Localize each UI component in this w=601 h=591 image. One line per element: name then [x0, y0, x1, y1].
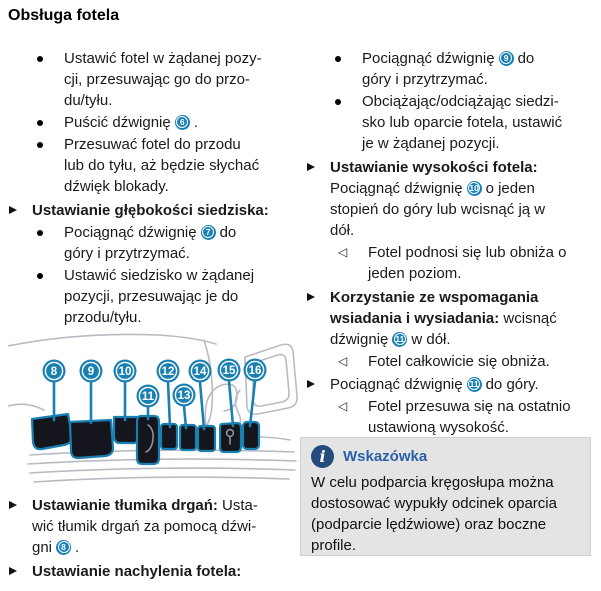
section-heading	[8, 200, 300, 221]
left-column	[8, 44, 300, 582]
section-heading	[306, 157, 598, 241]
text-line: ◁ Fotel przesuwa się na ostatnio	[368, 398, 571, 415]
text-line: dół.	[330, 222, 355, 239]
text-line: Pociągnąć dźwignię 9 do	[362, 50, 535, 67]
svg-text:8: 8	[50, 366, 58, 378]
text-line: Pociągnąć dźwignię 11 do góry.	[330, 376, 539, 393]
callout-badge-11: 11	[392, 332, 407, 347]
text-line: (podparcie lędźwiowe) oraz boczne	[311, 516, 547, 533]
text-line: dostosować wypukły odcinek oparcia	[311, 495, 557, 512]
svg-text:11: 11	[141, 391, 155, 403]
callout-9	[80, 360, 103, 383]
callout-14	[189, 360, 212, 383]
callout-12	[157, 360, 180, 383]
text-line: ◁ Fotel podnosi się lub obniża o	[368, 244, 567, 261]
heading-text: Ustawianie nachylenia fotela:	[32, 563, 242, 580]
text-line: lub do tyłu, aż będzie słychać	[64, 157, 260, 174]
callout-badge-11: 11	[467, 377, 482, 392]
callout-badge-6: 6	[175, 115, 190, 130]
text-line: sko lub oparcie fotela, ustawić	[362, 114, 563, 131]
svg-text:9: 9	[87, 366, 95, 378]
text-line: wsiadania i wysiadania: wcisnąć	[330, 310, 557, 327]
svg-text:16: 16	[248, 365, 262, 377]
text-line: góry i przytrzymać.	[64, 245, 190, 262]
text-line: ustawioną wysokość.	[368, 419, 509, 436]
list-item	[8, 134, 300, 197]
hint-box	[300, 437, 591, 556]
callout-11	[137, 385, 160, 408]
hint-title: Wskazówka	[343, 448, 428, 465]
text-line: Pociągnąć dźwignię 7 do	[64, 224, 237, 241]
list-item	[8, 265, 300, 328]
result-item	[306, 351, 598, 372]
seat-controls-drawing	[8, 330, 308, 492]
callout-13	[173, 384, 196, 407]
seat-controls-illustration	[8, 330, 308, 492]
text-line: Puścić dźwignię 6 .	[64, 114, 198, 131]
callout-15	[218, 359, 241, 382]
list-item	[306, 91, 598, 154]
text-line: je w żądanej pozycji.	[362, 135, 500, 152]
callout-10	[114, 360, 137, 383]
text-line: wić tłumik drgań za pomocą dźwi-	[32, 518, 257, 535]
text-line: Ustawić siedzisko w żądanej	[64, 267, 255, 284]
callout-badge-7: 7	[201, 225, 216, 240]
button-13	[180, 425, 196, 450]
action-item	[306, 374, 598, 395]
svg-text:15: 15	[222, 365, 236, 377]
text-line: przodu/tyłu.	[64, 309, 142, 326]
heading-text: Korzystanie ze wspomagania	[330, 289, 539, 306]
result-item	[306, 396, 598, 438]
button-14	[198, 426, 215, 451]
section-heading	[8, 495, 300, 558]
text-line: Ustawić fotel w żądanej pozy-	[64, 50, 262, 67]
heading-text: Ustawianie wysokości fotela:	[330, 159, 538, 176]
handle-11	[137, 416, 159, 464]
text-line: Pociągnąć dźwignię 10 o jeden	[330, 180, 535, 197]
list-item	[8, 48, 300, 111]
section-heading	[306, 287, 598, 350]
text-line: góry i przytrzymać.	[362, 71, 488, 88]
callout-badge-10: 10	[467, 181, 482, 196]
lever-10	[114, 417, 138, 443]
right-column	[306, 44, 598, 438]
info-icon: i	[311, 445, 334, 468]
text-line: Przesuwać fotel do przodu	[64, 136, 241, 153]
lever-9	[70, 420, 113, 458]
text-line: cji, przesuwając go do przo-	[64, 71, 250, 88]
svg-text:12: 12	[161, 366, 175, 378]
svg-text:14: 14	[193, 366, 207, 378]
seat-control-levers	[32, 414, 259, 464]
svg-text:10: 10	[118, 366, 132, 378]
text-line: gni 8 .	[32, 539, 80, 556]
text-line: pozycji, przesuwając je do	[64, 288, 239, 305]
text-line: W celu podparcia kręgosłupa można	[311, 474, 554, 491]
list-item	[8, 112, 300, 133]
svg-text:13: 13	[177, 390, 191, 402]
result-item	[306, 242, 598, 284]
text-line: Obciążając/odciążając siedzi-	[362, 93, 559, 110]
text-line: jeden poziom.	[368, 265, 462, 282]
callout-circles	[43, 359, 267, 408]
hint-body	[311, 472, 582, 556]
text-line: Ustawianie tłumika drgań: Usta-	[32, 497, 258, 514]
hint-header	[311, 445, 582, 468]
page-title: Obsługa fotela	[8, 7, 120, 24]
section-heading	[8, 561, 300, 582]
list-item	[8, 222, 300, 264]
text-line: dźwignię 11 w dół.	[330, 331, 451, 348]
callout-16	[244, 359, 267, 382]
text-line: ◁ Fotel całkowicie się obniża.	[368, 353, 550, 370]
heading-text: Ustawianie głębokości siedziska:	[32, 202, 269, 219]
callout-8	[43, 360, 66, 383]
text-line: dźwięk blokady.	[64, 178, 169, 195]
lever-8	[32, 414, 72, 449]
list-item	[306, 48, 598, 90]
text-line: du/tyłu.	[64, 92, 113, 109]
callout-badge-9: 9	[499, 51, 514, 66]
text-line: profile.	[311, 537, 357, 554]
callout-badge-8: 8	[56, 540, 71, 555]
text-line: stopień do góry lub wcisnąć ją w	[330, 201, 546, 218]
